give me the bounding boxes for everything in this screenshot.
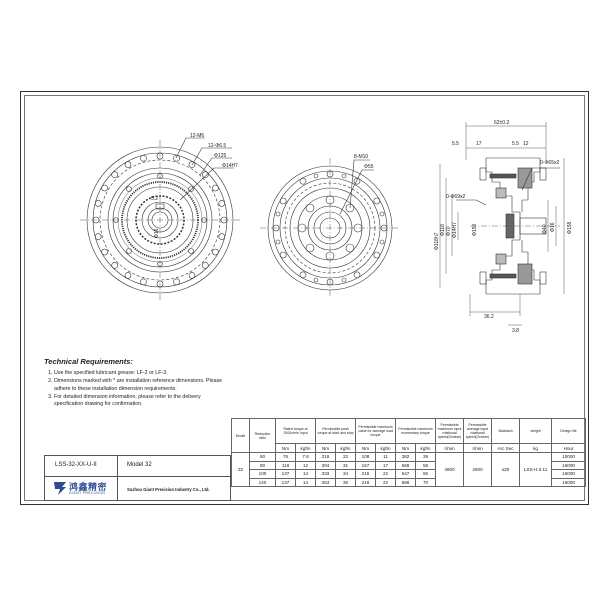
section-view [440,122,564,325]
dim-36-2: 36.2 [484,314,494,320]
header-design-life: Design life [552,419,586,444]
header-max-input-speed: Permissible maximum input rotational speed(Grease) [436,419,464,444]
header-weight: weight [520,419,552,444]
spec-header-row [232,419,586,444]
middle-front-view [260,158,400,298]
dim-12-phi6-5: 12-Φ6.5 [208,143,227,149]
requirement-item: 1. Use the specified lubricant grease: LF-2 or LF-3. [54,370,229,377]
life-cell: 15000 [552,461,586,470]
dim-62: 62±0.2 [494,120,510,126]
dim-phi150: Φ150 [472,223,478,236]
value-cell: 12 [296,461,316,470]
value-cell: 216 [356,470,376,479]
dim-0-phi65x2: 0-Φ65x2 [540,160,560,166]
value-cell: 647 [396,470,416,479]
unit: Nm [276,444,296,453]
dim-phi40: Φ40 [542,224,548,234]
dim-phi14h7: Φ14H7 [222,163,238,169]
technical-requirements [44,358,229,409]
value-cell: 11 [376,453,396,462]
value-cell: 70 [416,478,436,487]
value-cell: 14 [296,470,316,479]
value-cell: 686 [396,478,416,487]
unit: kgfm [376,444,396,453]
spec-units-row [232,444,586,453]
dim-phi118: Φ118 [440,224,446,236]
requirement-item: 3. For detailed dimension information, please refer to the delivery specification drawing for confirmation. [54,394,229,408]
header-backlash: Backlash [492,419,520,444]
value-cell: 58 [416,461,436,470]
value-cell: 216 [316,453,336,462]
header-avg-input-speed: Permissible average input rotational speed(Grease) [464,419,492,444]
value-cell: 22 [376,470,396,479]
value-cell: 34 [336,470,356,479]
unit: kgfm [416,444,436,453]
dim-5-5-left: 5.5 [452,141,459,147]
dim-phi158: Φ158 [567,221,573,234]
max-speed-cell: 4800 [436,453,464,487]
dim-5-2: 5.2 [151,196,158,202]
value-cell: 17 [376,461,396,470]
value-cell: 382 [396,453,416,462]
header-momentary-torque: Permissible maximum momentary torque [396,419,436,444]
value-cell: 66 [416,470,436,479]
dim-phi125: Φ125 [214,153,227,159]
company-name: Suzhou Giant Precision Industry Co., Ltd. [127,487,210,492]
unit: Nm [316,444,336,453]
dim-12-m6: 12-M6 [190,133,205,139]
ratio-cell: 120 [250,478,276,487]
table-row [232,453,586,462]
value-cell: 36 [336,478,356,487]
weight-cell: LSS-H:3.11 [520,453,552,487]
unit: Hour [552,444,586,453]
dim-17: 17 [476,141,482,147]
life-cell: 10000 [552,453,586,462]
value-cell: 31 [336,461,356,470]
life-cell: 15000 [552,470,586,479]
dim-0-phi69x2: 0-Φ69x2 [446,194,466,200]
ratio-cell: 100 [250,470,276,479]
value-cell: 14 [296,478,316,487]
unit: r/min [464,444,492,453]
product-code: LSS-32-XX-U-II [55,462,97,468]
header-model: Model [232,419,250,453]
title-block-top-row [45,456,230,477]
dim-phi118h7: Φ118h7 [434,232,440,250]
spec-table [231,418,586,487]
unit: kg [520,444,552,453]
product-model: Model 32 [127,462,152,468]
dim-3-8: 3.8 [512,328,519,334]
dim-phi16-section: Φ16 [550,222,556,232]
value-cell: 137 [276,478,296,487]
requirement-item: 2. Dimensions marked with * are installation reference dimensions. Please adhere to these installation dimension requirements. [54,378,229,392]
value-cell: 118 [276,461,296,470]
technical-requirements-list [44,370,229,408]
value-cell: 137 [276,470,296,479]
value-cell: 39 [416,453,436,462]
unit: Arc Sec [492,444,520,453]
header-average-load-torque: Permissible maximum value for average load torque [356,419,396,444]
company-logo-english: GIANT PRECISION [69,491,106,495]
life-cell: 15000 [552,478,586,487]
value-cell: 353 [316,478,336,487]
dim-12: 12 [523,141,529,147]
value-cell: 333 [316,470,336,479]
value-cell: 568 [396,461,416,470]
ratio-cell: 80 [250,461,276,470]
technical-requirements-title: Technical Requirements: [44,357,133,366]
left-front-view [80,138,240,300]
backlash-cell: ≤20 [492,453,520,487]
unit: Nm [356,444,376,453]
value-cell: 76 [276,453,296,462]
company-logo-chinese: 鸿鑫精密 [69,482,108,492]
value-cell: 22 [376,478,396,487]
model-cell: 32 [232,453,250,487]
unit: r/min [436,444,464,453]
company-logo-icon [53,480,67,496]
dim-phi14h7-section: Φ14H7 [452,222,458,238]
value-cell: 216 [356,478,376,487]
header-rated-torque: Rated torque at 2000r/min input [276,419,316,444]
title-block-divider [117,456,118,500]
unit: kgfm [336,444,356,453]
dim-phi70: Φ70 [446,226,452,236]
value-cell: 22 [336,453,356,462]
dim-phi16-left: Φ16 [154,228,160,238]
dim-5-5-right: 5.5 [512,141,519,147]
dim-phi55: Φ55 [364,164,374,170]
value-cell: 108 [356,453,376,462]
value-cell: 304 [316,461,336,470]
unit: Nm [396,444,416,453]
value-cell: 7.8 [296,453,316,462]
avg-speed-cell: 2800 [464,453,492,487]
header-reduction-ratio: Reduction ratio [250,419,276,453]
title-block [44,455,231,501]
header-peak-torque: Permissible peak torque at start and stop [316,419,356,444]
ratio-cell: 50 [250,453,276,462]
value-cell: 167 [356,461,376,470]
dim-8-m10: 8-M10 [354,154,369,160]
unit: kgfm [296,444,316,453]
